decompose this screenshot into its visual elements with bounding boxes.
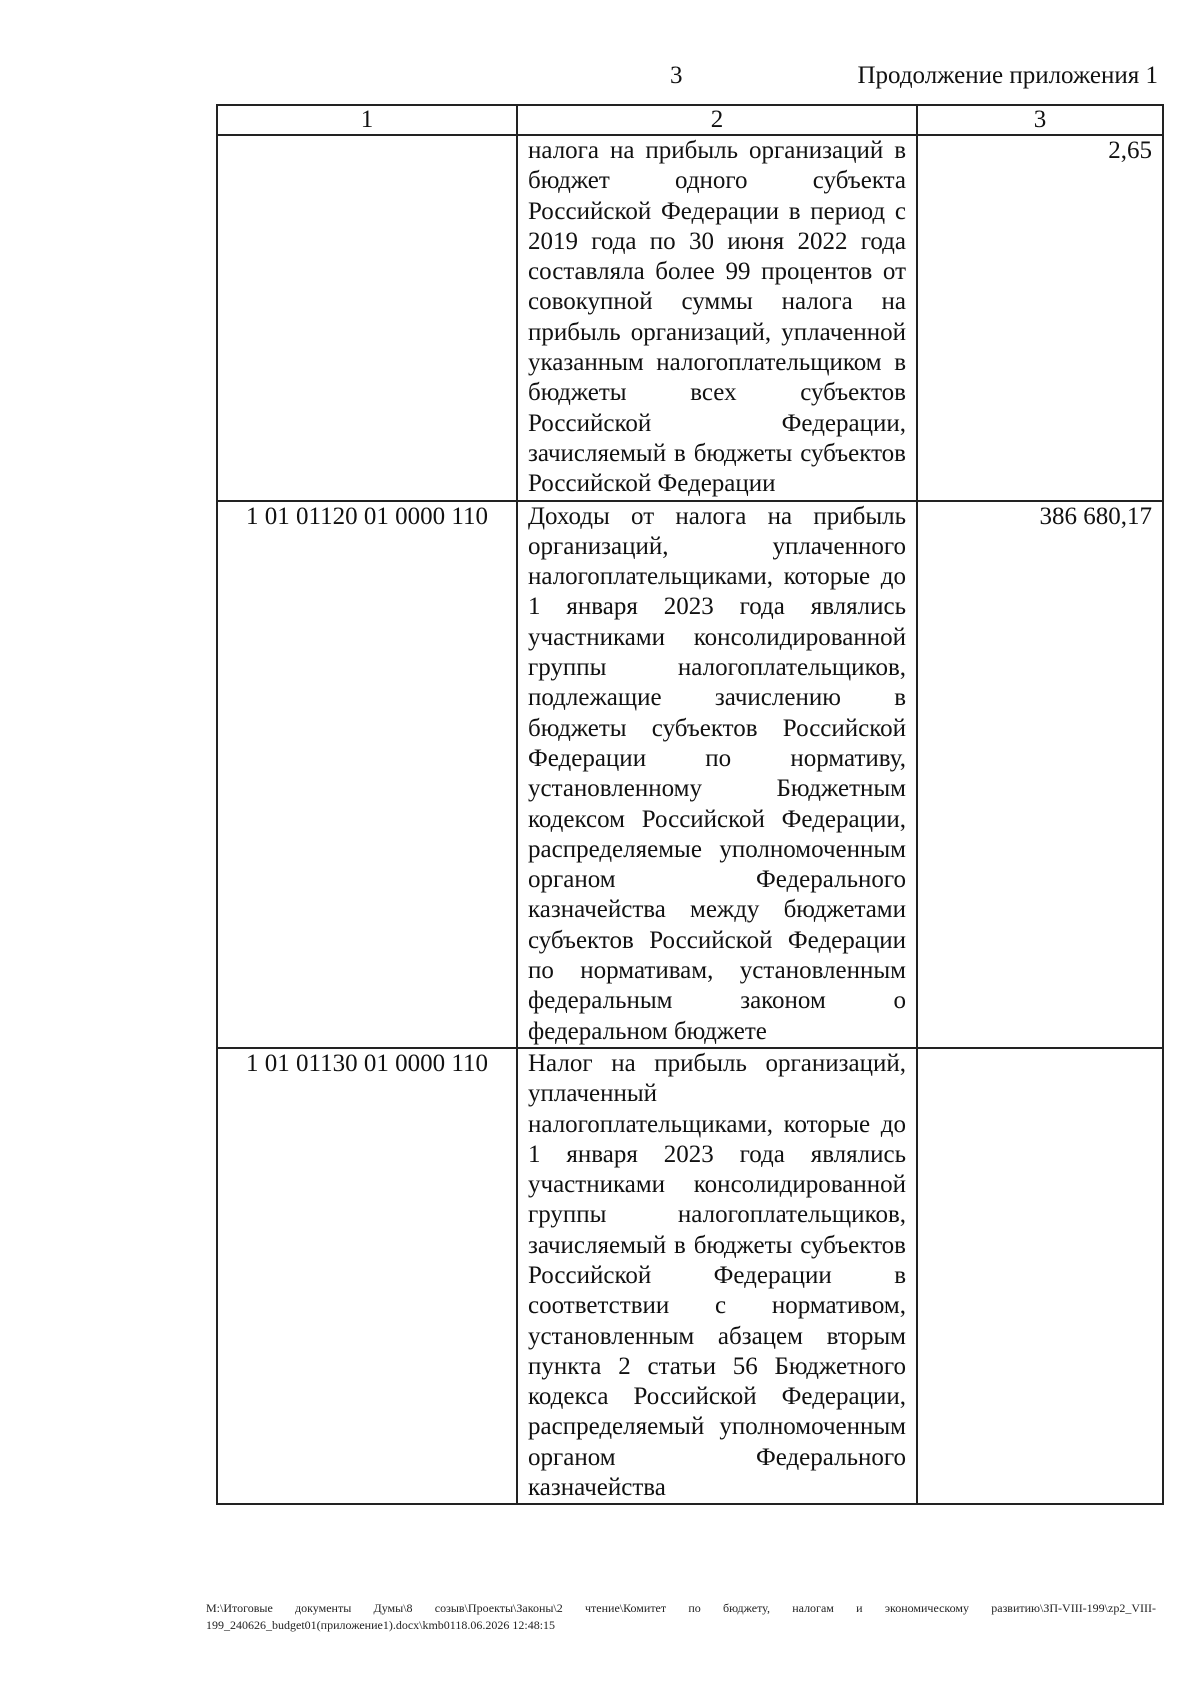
row-amount: 386 680,17 <box>917 501 1163 1048</box>
row-amount <box>917 1048 1163 1504</box>
table-header-row <box>217 105 1163 135</box>
row-amount: 2,65 <box>917 135 1163 501</box>
table-row <box>217 1048 1163 1504</box>
row-description: налога на прибыль организаций в бюджет одного субъекта Российской Федерации в период с 2019 года по 30 июня 2022 года составляла более 99 процентов от совокупной суммы налога на прибыль организаций, уплаченной указанным налогоплательщиком в бюджеты всех субъектов Российской Федерации, зачисляемый в бюджеты субъектов Российской Федерации <box>517 135 917 501</box>
row-description: Доходы от налога на прибыль организаций, уплаченного налогоплательщиками, которые до 1 января 2023 года являлись участниками консолидированной группы налогоплательщиков, подлежащие зачислению в бюджеты субъектов Российской Федерации по нормативу, установленному Бюджетным кодексом Российской Федерации, распределяемые уполномоченным органом Федерального казначейства между бюджетами субъектов Российской Федерации по нормативам, установленным федеральным законом о федеральном бюджете <box>517 501 917 1048</box>
table-row <box>217 135 1163 501</box>
column-header-1: 1 <box>217 105 517 135</box>
page-number: 3 <box>670 62 683 89</box>
row-code: 1 01 01130 01 0000 110 <box>217 1048 517 1504</box>
column-header-2: 2 <box>517 105 917 135</box>
row-code <box>217 135 517 501</box>
budget-table <box>216 104 1164 1505</box>
row-description: Налог на прибыль организаций, уплаченный налогоплательщиками, которые до 1 января 2023 года являлись участниками консолидированной группы налогоплательщиков, зачисляемый в бюджеты субъектов Российской Федерации в соответствии с нормативом, установленным абзацем вторым пункта 2 статьи 56 Бюджетного кодекса Российской Федерации, распределяемый уполномоченным органом Федерального казначейства <box>517 1048 917 1504</box>
column-header-3: 3 <box>917 105 1163 135</box>
table-row <box>217 501 1163 1048</box>
document-file-path: M:\Итоговые документы Думы\8 созыв\Проекты\Законы\2 чтение\Комитет по бюджету, налогам и экономическому развитию\ЗП-VIII-199\zp2_VIII-199_240626_budget01(приложение1).docx\kmb0118.06.2026 12:48:15 <box>206 1601 1156 1632</box>
row-code: 1 01 01120 01 0000 110 <box>217 501 517 1048</box>
continuation-title: Продолжение приложения 1 <box>857 62 1158 89</box>
